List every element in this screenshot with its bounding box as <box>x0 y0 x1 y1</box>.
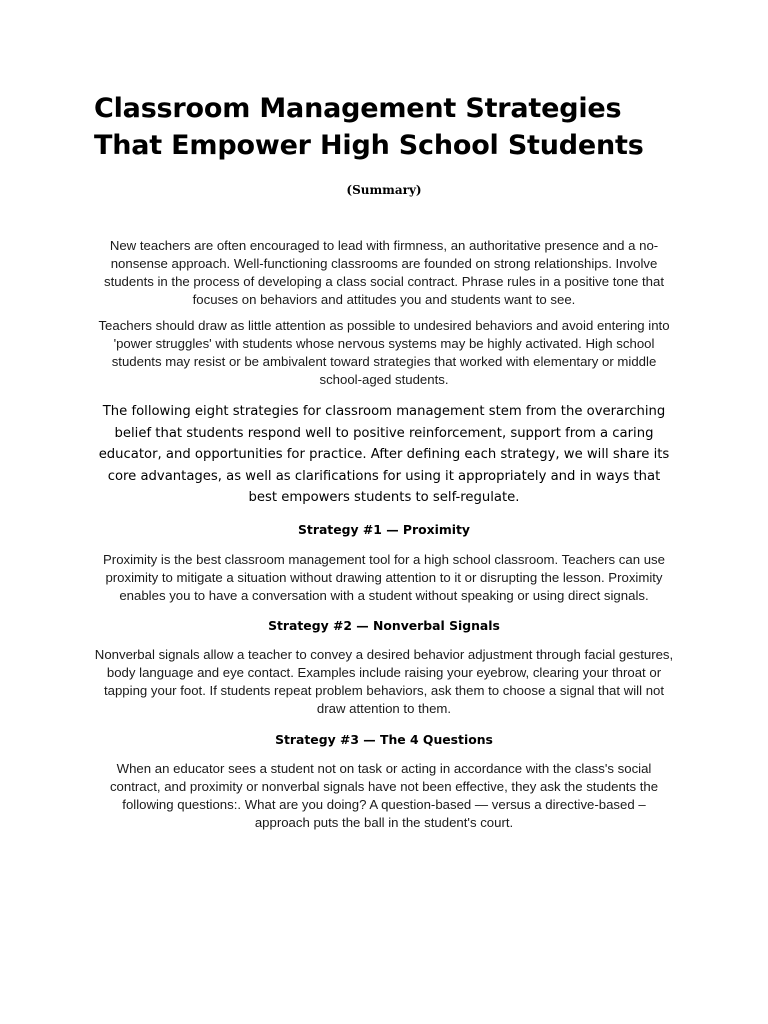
strategy-2-heading: Strategy #2 — Nonverbal Signals <box>268 617 500 633</box>
strategy-3-heading: Strategy #3 — The 4 Questions <box>275 731 493 747</box>
strategy-3-text: When an educator sees a student not on task or acting in accordance with the class's social contract, and proximity or nonverbal signals have not been effective, they ask the students the following questions:. What are you doing? A question-based — versus a directive-based – approach puts the ball in the student's court. <box>109 760 659 830</box>
document-subtitle: (Summary) <box>346 183 422 197</box>
strategy-1-text: Proximity is the best classroom management tool for a high school classroom. Teachers can use proximity to mitigate a situation without drawing attention to it or disrupting the lesson. Proximity enables you to have a conversation with a student without speaking or using direct signals. <box>103 551 665 603</box>
document-title: Classroom Management Strategies That Empower High School Students <box>94 93 644 161</box>
intro-paragraph-2: Teachers should draw as little attention as possible to undesired behaviors and avoid entering into 'power struggles' with students whose nervous systems may be highly activated. High school students may resist or be ambivalent toward strategies that worked with elementary or middle school-aged students. <box>98 318 670 387</box>
intro-paragraph-1: New teachers are often encouraged to lead with firmness, an authoritative presence and a no-nonsense approach. Well-functioning classrooms are founded on strong relationships. Involve students in the process of developing a class social contract. Phrase rules in a positive tone that focuses on behaviors and attitudes you and students want to see. <box>103 238 665 307</box>
strategy-1-heading: Strategy #1 — Proximity <box>297 521 471 537</box>
strategy-2-text: Nonverbal signals allow a teacher to convey a desired behavior adjustment through facial gestures, body language and eye contact. Examples include raising your eyebrow, clearing your throat or tapping your foot. If students repeat problem behaviors, ask them to choose a signal that will not draw attention to them. <box>94 646 674 716</box>
intro-paragraph-3: The following eight strategies for classroom management stem from the overarching belief that students respond well to positive reinforcement, support from a caring educator, and opportunities for practice. After defining each strategy, we will share its core advantages, as well as clarifications for using it appropriately and in ways that best empowers students to self-regulate. <box>98 404 670 505</box>
document-page <box>94 90 674 832</box>
